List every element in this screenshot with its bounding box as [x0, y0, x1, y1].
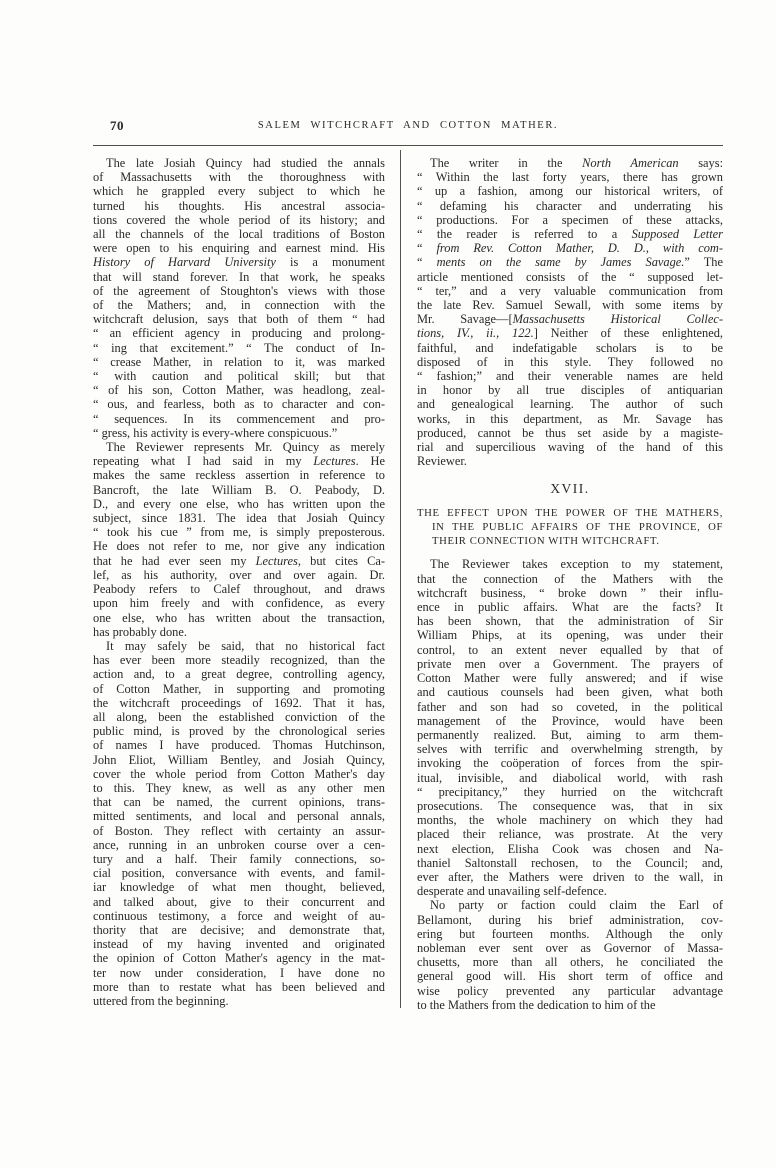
italic-text: Lectures	[313, 454, 356, 469]
text-line: “ took his cue ” from me, is simply preposterous.	[93, 525, 385, 540]
text-line: to the Mathers from the dedication to him of the	[417, 997, 656, 1012]
text-line: John Eliot, William Bentley, and Josiah Quincy,	[93, 752, 385, 767]
text-line: cover the whole period from Cotton Mather's day	[93, 766, 385, 781]
text-line: THEIR CONNECTION WITH WITCHCRAFT.	[432, 535, 660, 548]
text-line: tions, IV., ii., 122.] Neither of these enlightened,	[417, 326, 723, 341]
text-line: chusetts, more than all others, he conciliated the	[417, 955, 723, 970]
left-text-column	[93, 156, 385, 1008]
text-line: produced, cannot be thus set aside by a magiste-	[417, 425, 723, 440]
text-line: “ of his son, Cotton Mather, was headlong, zeal-	[93, 383, 385, 398]
text-line: has been shown, that the administration of Sir	[417, 614, 723, 629]
text-line: faithful, and indefatigable scholars is to be	[417, 340, 723, 355]
text-line: has ever been more steadily recognized, than the	[93, 653, 385, 668]
italic-text: Massachusetts Historical Collec-	[512, 312, 723, 327]
text-line: ter now under consideration, I have done no	[93, 965, 385, 980]
text-line: of Cotton Mather, in supporting and promoting	[93, 681, 385, 696]
text-line: THE EFFECT UPON THE POWER OF THE MATHERS,	[417, 507, 723, 520]
text-line: “ ter,” and a very valuable communication from	[417, 283, 723, 298]
text-line: control, to an extent never equalled by that of	[417, 642, 723, 657]
text-line: were open to his enquiring and earnest mind. His	[93, 241, 385, 256]
text-line: public mind, is proved by the chronological series	[93, 724, 385, 739]
text-line: cial position, conversance with events, and famil-	[93, 866, 385, 881]
text-line: has probably done.	[93, 624, 187, 639]
text-line: “ productions. For a specimen of these attacks,	[417, 212, 723, 227]
text-line: The writer in the North American says:	[430, 156, 724, 170]
text-line: William Phips, at its opening, was under their	[417, 628, 723, 643]
text-line: ering but fourteen months. Although the only	[417, 926, 723, 941]
text-line: management of the Province, would have been	[417, 713, 723, 728]
text-line: father and son had so coveted, in the political	[417, 699, 723, 714]
text-line: nobleman ever sent over as Governor of Massa-	[417, 940, 723, 955]
text-line: instead of my having invented and originated	[93, 937, 385, 952]
text-line: “ ing that excitement.” “ The conduct of In-	[93, 340, 385, 355]
text-line: placed their reliance, was prostrate. At the very	[417, 827, 723, 842]
text-line: “ defaming his character and underrating his	[417, 198, 723, 213]
text-line: wise policy prevented any particular advantage	[417, 983, 723, 998]
paragraph	[93, 440, 385, 639]
text-line: “ from Rev. Cotton Mather, D. D., with com-	[417, 241, 723, 256]
text-line: ence in public affairs. What are the facts? It	[417, 600, 723, 615]
text-line: IN THE PUBLIC AFFAIRS OF THE PROVINCE, OF	[432, 521, 723, 534]
text-line: action and, to a great degree, controlling agency,	[93, 667, 385, 682]
text-line: “ crease Mather, in relation to it, was marked	[93, 354, 385, 369]
header-rule	[93, 145, 723, 146]
text-line: the opinion of Cotton Mather's agency in the mat-	[93, 951, 385, 966]
text-line: Reviewer.	[417, 454, 467, 469]
text-line: Bancroft, the late William B. O. Peabody, D.	[93, 482, 385, 497]
paragraph	[417, 557, 723, 898]
text-line: witchcraft business, “ broke down ” their influ-	[417, 585, 723, 600]
text-line: private men over a Government. The prayers of	[417, 656, 723, 671]
text-line: next election, Elisha Cook was chosen and Na-	[417, 841, 723, 856]
text-line: and genealogical learning. The author of such	[417, 397, 723, 412]
text-line: Mr. Savage—[Massachusetts Historical Collec-	[417, 312, 723, 327]
italic-text: from Rev. Cotton Mather, D. D., with com-	[436, 241, 723, 256]
text-line: “ gress, his activity is every-where conspicuous.”	[93, 425, 338, 440]
text-line: mitted sentiments, and local and personal annals,	[93, 809, 385, 824]
text-line: itual, invisible, and diabolical world, with rash	[417, 770, 723, 785]
text-line: Bellamont, during his brief administration, cov-	[417, 912, 723, 927]
text-line: of names I have produced. Thomas Hutchinson,	[93, 738, 385, 753]
section-subheading	[417, 506, 723, 548]
text-line: iar knowledge of what men thought, believed,	[93, 880, 385, 895]
text-line: repeating what I had said in my Lectures. He	[93, 454, 385, 469]
text-line: It may safely be said, that no historical fact	[106, 638, 385, 653]
text-line: permanently realized. But, aiming to arm them-	[417, 727, 723, 742]
text-line: rial and supercilious waving of the hand of this	[417, 440, 723, 455]
text-line: of Massachusetts with the thoroughness with	[93, 170, 385, 185]
text-line: “ precipitancy,” they hurried on the witchcraft	[417, 784, 723, 799]
text-line: that he had ever seen my Lectures, but cites Ca-	[93, 553, 385, 568]
text-line: makes the same reckless assertion in reference to	[93, 468, 385, 483]
text-line: thaniel Saltonstall rechosen, to the Council; and,	[417, 855, 723, 870]
text-line: selves with terrific and overwhelming strength, by	[417, 742, 723, 757]
italic-text: tions, IV., ii., 122.	[417, 326, 534, 341]
text-line: The late Josiah Quincy had studied the annals	[106, 156, 385, 170]
text-line: in honor by all true disciples of antiquarian	[417, 383, 723, 398]
text-line: invoking the coöperation of forces from the spir-	[417, 756, 723, 771]
text-line: of the Mathers; and, in connection with the	[93, 298, 385, 313]
text-line: ance, running in an unbroken course over a cen-	[93, 837, 385, 852]
text-line: tions covered the whole period of its history; and	[93, 212, 385, 227]
paragraph	[93, 639, 385, 1008]
text-line: Cotton Mather were fully answered; and if wise	[417, 671, 723, 686]
text-line: ever after, the Mathers were driven to the wall, in	[417, 869, 723, 884]
text-line: turned his thoughts. His ancestral associa-	[93, 198, 385, 213]
italic-text: History of Harvard University	[93, 255, 276, 270]
text-line: the late Rev. Samuel Sewall, with some items by	[417, 298, 723, 313]
text-line: upon him freely and with confidence, as every	[93, 596, 385, 611]
text-line: tury and a half. Their family connections, so-	[93, 851, 385, 866]
text-line: subject, since 1831. The idea that Josiah Quincy	[93, 511, 385, 526]
text-line: No party or faction could claim the Earl of	[430, 898, 723, 913]
text-line: article mentioned consists of the “ supposed let-	[417, 269, 723, 284]
text-line: thority that are decisive; and demonstrate that,	[93, 922, 385, 937]
column-divider-rule	[400, 150, 401, 1008]
section-number: XVII.	[550, 481, 590, 497]
text-line: that can be named, the current opinions, trans-	[93, 795, 385, 810]
italic-text: North American	[582, 156, 679, 170]
text-line: prosecutions. The consequence was, that in six	[417, 798, 723, 813]
text-line: to this. They knew, as well as any other men	[93, 780, 385, 795]
text-line: “ fashion;” and their venerable names are held	[417, 369, 723, 384]
text-line: of Boston. They reflect with certainty an assur-	[93, 823, 385, 838]
text-line: “ ous, and fearless, both as to character and con-	[93, 397, 385, 412]
text-line: more than to restate what has been believed and	[93, 979, 385, 994]
text-line: uttered from the beginning.	[93, 993, 229, 1008]
text-line: that the connection of the Mathers with the	[417, 571, 723, 586]
text-line: one else, who has written about the transaction,	[93, 610, 385, 625]
text-line: of the agreement of Stoughton's views with those	[93, 283, 385, 298]
text-line: “ sequences. In its commencement and pro-	[93, 411, 385, 426]
text-line: “ an efficient agency in producing and prolong-	[93, 326, 385, 341]
text-line: The Reviewer represents Mr. Quincy as merely	[106, 440, 385, 455]
page-number: 70	[110, 118, 124, 133]
paragraph	[93, 156, 385, 440]
text-line: D., and every one else, who has written upon the	[93, 496, 385, 511]
text-line: all the channels of the local traditions of Boston	[93, 227, 385, 242]
italic-text: ments on the same by James Savage.	[436, 255, 685, 270]
paragraph	[417, 156, 723, 468]
text-line: The Reviewer takes exception to my statement,	[430, 557, 723, 572]
text-line: disposed of in this style. They followed no	[417, 354, 723, 369]
text-line: which he grappled every subject to which he	[93, 184, 385, 199]
page-header	[93, 118, 723, 134]
text-line: “ ments on the same by James Savage.” The	[417, 255, 723, 270]
text-line: Peabody refers to Calef throughout, and draws	[93, 582, 385, 597]
text-line: desperate and unavailing self-defence.	[417, 884, 607, 899]
text-line: all along, been the established conviction of the	[93, 709, 385, 724]
text-line: He does not refer to me, nor give any indication	[93, 539, 385, 554]
paragraph	[417, 898, 723, 1012]
text-line: “ the reader is referred to a Supposed Letter	[417, 227, 723, 242]
text-line: “ with caution and political skill; but that	[93, 369, 385, 384]
text-line: “ up a fashion, among our historical writers, of	[417, 184, 723, 199]
text-line: general good will. His short term of office and	[417, 969, 723, 984]
text-line: months, the whole machinery on which they had	[417, 813, 723, 828]
text-line: and cautious counsels had been given, what both	[417, 685, 723, 700]
text-line: History of Harvard University is a monument	[93, 255, 385, 270]
text-line: and talked about, give to their concurrent and	[93, 894, 385, 909]
text-line: the witchcraft proceedings of 1692. That it has,	[93, 695, 385, 710]
running-header-title: SALEM WITCHCRAFT AND COTTON MATHER.	[257, 120, 559, 131]
text-line: “ Within the last forty years, there has grown	[417, 170, 723, 185]
text-line: lef, as his authority, over and over again. Dr.	[93, 567, 385, 582]
text-line: continuous testimony, a force and weight of au-	[93, 908, 385, 923]
italic-text: Lectures	[255, 553, 298, 568]
text-line: that will stand forever. In that work, he speaks	[93, 269, 385, 284]
right-text-column	[417, 156, 723, 1012]
text-line: witchcraft delusion, says that both of them “ had	[93, 312, 385, 327]
italic-text: Supposed Letter	[631, 227, 723, 242]
text-line: works, in this department, as Mr. Savage has	[417, 411, 723, 426]
